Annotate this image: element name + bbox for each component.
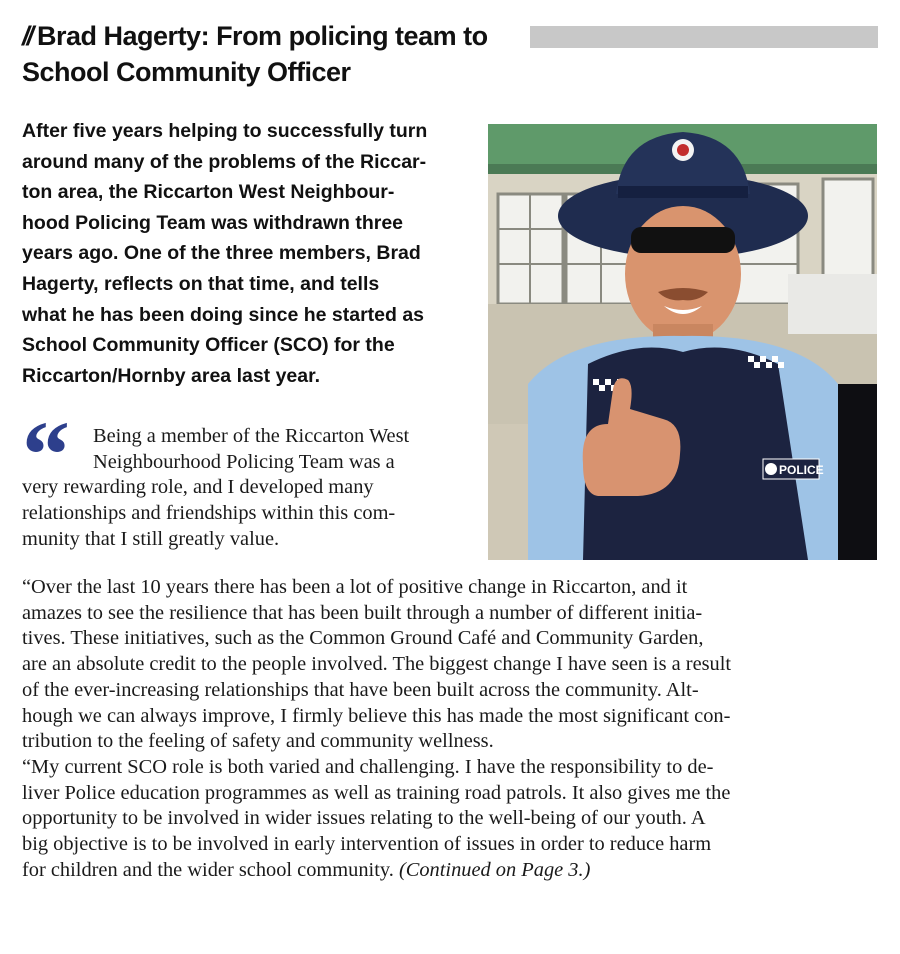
intro-line: years ago. One of the three members, Brad xyxy=(22,242,421,265)
paragraph-line: Neighbourhood Policing Team was a xyxy=(93,450,395,473)
article-paragraph-1 xyxy=(22,424,482,553)
paragraph-line: relationships and friendships within this com- xyxy=(22,502,396,525)
article-headline xyxy=(22,18,522,90)
intro-line: Riccarton/Hornby area last year. xyxy=(22,364,321,387)
headline-line-2: School Community Officer xyxy=(22,57,351,87)
article-body xyxy=(22,575,872,883)
intro-line: what he has been doing since he started as xyxy=(22,303,425,326)
continued-note[interactable]: (Continued on Page 3.) xyxy=(398,858,591,881)
article-paragraph-3 xyxy=(22,755,872,884)
paragraph-line: amazes to see the resilience that has been built through a number of different initia- xyxy=(22,601,703,624)
intro-standfirst xyxy=(22,116,487,391)
headline-slashes: // xyxy=(22,21,32,51)
paragraph-line: tribution to the feeling of safety and community wellness. xyxy=(22,730,494,753)
intro-line: ton area, the Riccarton West Neighbour- xyxy=(22,181,395,204)
officer-photo xyxy=(488,124,877,560)
paragraph-line: munity that I still greatly value. xyxy=(22,527,280,550)
intro-line: School Community Officer (SCO) for the xyxy=(22,334,395,357)
intro-line: hood Policing Team was withdrawn three xyxy=(22,211,404,234)
paragraph-line: for children and the wider school community. xyxy=(22,858,394,881)
paragraph-line: Being a member of the Riccarton West xyxy=(93,425,410,447)
paragraph-line: big objective is to be involved in early intervention of issues in order to reduce harm xyxy=(22,833,712,856)
paragraph-line: opportunity to be involved in wider issues relating to the well-being of our youth. A xyxy=(22,807,706,830)
article-paragraph-2 xyxy=(22,575,872,755)
paragraph-line: of the ever-increasing relationships that have been built across the community. Alt- xyxy=(22,678,699,701)
paragraph-line: “My current SCO role is both varied and challenging. I have the responsibility to de- xyxy=(22,755,714,778)
paragraph-line: hough we can always improve, I firmly believe this has made the most significant con- xyxy=(22,704,731,727)
pull-quote-mark: “ xyxy=(22,401,62,508)
paragraph-line: “Over the last 10 years there has been a lot of positive change in Riccarton, and it xyxy=(22,576,688,598)
paragraph-line: tives. These initiatives, such as the Common Ground Café and Community Garden, xyxy=(22,627,704,650)
intro-line: around many of the problems of the Riccar- xyxy=(22,150,427,173)
police-badge-text: POLICE xyxy=(779,463,824,477)
header-rule-bar xyxy=(530,26,878,48)
paragraph-line: very rewarding role, and I developed many xyxy=(22,476,374,499)
intro-line: Hagerty, reflects on that time, and tells xyxy=(22,272,380,295)
paragraph-line: are an absolute credit to the people involved. The biggest change I have seen is a result xyxy=(22,653,732,676)
headline-line-1: Brad Hagerty: From policing team to xyxy=(37,21,488,51)
paragraph-line: liver Police education programmes as well as training road patrols. It also gives me the xyxy=(22,781,731,804)
intro-line: After five years helping to successfully turn xyxy=(22,120,428,142)
